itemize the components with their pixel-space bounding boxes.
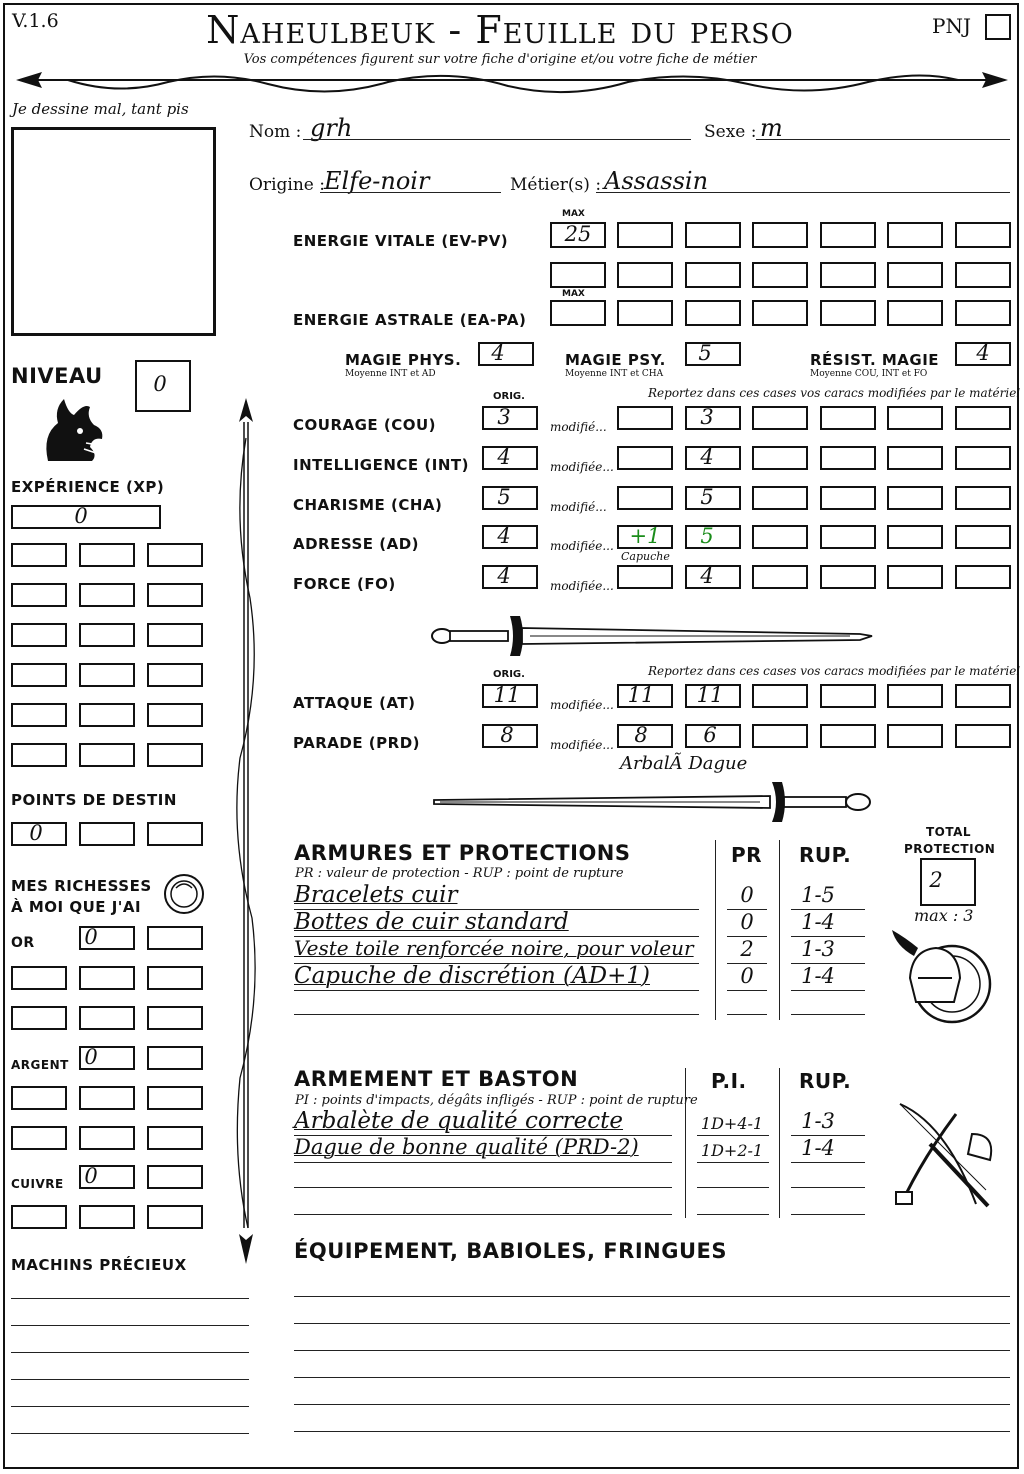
gold-box[interactable] bbox=[147, 926, 203, 950]
combat-mod-value: 6 bbox=[703, 723, 717, 747]
stat-orig-value: 3 bbox=[497, 405, 511, 429]
ea-box[interactable] bbox=[617, 300, 673, 326]
ev-box[interactable] bbox=[617, 222, 673, 248]
armor-col-pr: PR bbox=[731, 843, 763, 867]
crossed-weapons-icon bbox=[886, 1094, 1008, 1218]
stat-mod-box[interactable] bbox=[955, 525, 1011, 549]
stat-mod-box[interactable] bbox=[820, 565, 876, 589]
name-field[interactable]: grh bbox=[310, 114, 353, 142]
magic-phys-label: MAGIE PHYS. bbox=[345, 351, 462, 369]
copper-value: 0 bbox=[84, 1164, 98, 1188]
xp-box[interactable] bbox=[147, 583, 203, 607]
portrait-box[interactable] bbox=[11, 127, 216, 336]
stat-mod-box[interactable] bbox=[887, 525, 943, 549]
gold-box[interactable] bbox=[11, 1006, 67, 1030]
stat-mod-box[interactable] bbox=[955, 486, 1011, 510]
weapon-item-rup[interactable]: 1-4 bbox=[801, 1136, 835, 1160]
version-label: V.1.6 bbox=[12, 10, 59, 32]
ea-box[interactable] bbox=[752, 300, 808, 326]
combat-mod-label: modifiée... bbox=[550, 738, 614, 752]
ev-box[interactable] bbox=[752, 262, 808, 288]
ev-label: ENERGIE VITALE (EV-PV) bbox=[293, 232, 509, 250]
stat-mod-box[interactable] bbox=[887, 486, 943, 510]
sword-icon bbox=[430, 610, 875, 658]
silver-value: 0 bbox=[84, 1045, 98, 1069]
magic-psy-hint: Moyenne INT et CHA bbox=[565, 369, 664, 379]
copper-box[interactable] bbox=[79, 1205, 135, 1229]
combat-mod-box[interactable] bbox=[752, 724, 808, 748]
armor-item-rup[interactable]: 1-4 bbox=[801, 964, 835, 988]
gold-box[interactable] bbox=[11, 966, 67, 990]
weapons-hint: PI : points d'impacts, dégâts infligés - RUP : point de rupture bbox=[295, 1093, 698, 1108]
name-label: Nom : bbox=[249, 122, 302, 142]
gold-label: OR bbox=[11, 935, 35, 951]
stat-label: FORCE (FO) bbox=[293, 575, 396, 593]
ea-label: ENERGIE ASTRALE (EA-PA) bbox=[293, 311, 527, 329]
xp-box[interactable] bbox=[147, 663, 203, 687]
ruled-line bbox=[11, 1379, 249, 1380]
job-field[interactable]: Assassin bbox=[604, 167, 709, 195]
stats-report-hint: Reportez dans ces cases vos caracs modifiées par le matériel bbox=[648, 386, 1021, 400]
armor-hint: PR : valeur de protection - RUP : point de rupture bbox=[295, 866, 624, 881]
combat-orig-label: ORIG. bbox=[493, 669, 525, 680]
stat-label: INTELLIGENCE (INT) bbox=[293, 456, 469, 474]
stat-mod-value: 4 bbox=[700, 445, 714, 469]
ruled-line bbox=[294, 990, 699, 991]
silver-label: ARGENT bbox=[11, 1058, 69, 1072]
silver-box[interactable] bbox=[147, 1046, 203, 1070]
combat-mod-label: modifiée... bbox=[550, 698, 614, 712]
xp-box[interactable] bbox=[11, 663, 67, 687]
armor-item-pr[interactable]: 0 bbox=[740, 883, 754, 907]
ruled-line bbox=[11, 1406, 249, 1407]
ea-box[interactable] bbox=[887, 300, 943, 326]
xp-box[interactable] bbox=[79, 543, 135, 567]
gold-box[interactable] bbox=[147, 1006, 203, 1030]
destiny-label: POINTS DE DESTIN bbox=[11, 791, 177, 809]
origin-label: Origine : bbox=[249, 175, 325, 195]
armor-item-name[interactable]: Bottes de cuir standard bbox=[294, 909, 569, 935]
stats-orig-label: ORIG. bbox=[493, 391, 525, 402]
xp-box[interactable] bbox=[11, 623, 67, 647]
gold-box[interactable] bbox=[79, 966, 135, 990]
armor-item-name[interactable]: Bracelets cuir bbox=[294, 882, 458, 908]
magic-phys-hint: Moyenne INT et AD bbox=[345, 369, 436, 379]
armor-item-pr[interactable]: 0 bbox=[740, 910, 754, 934]
stat-mod-label: modifiée... bbox=[550, 579, 614, 593]
ev-box[interactable] bbox=[752, 222, 808, 248]
stat-label: CHARISME (CHA) bbox=[293, 496, 443, 514]
stat-mod-box[interactable] bbox=[617, 565, 673, 589]
stat-mod-box[interactable] bbox=[887, 406, 943, 430]
spear-divider-icon bbox=[8, 64, 1016, 104]
stat-mod-box[interactable] bbox=[752, 486, 808, 510]
stat-orig-value: 4 bbox=[497, 524, 511, 548]
stat-orig-value: 4 bbox=[497, 445, 511, 469]
portrait-caption: Je dessine mal, tant pis bbox=[12, 100, 189, 118]
ev-box[interactable] bbox=[955, 262, 1011, 288]
stat-mod-box[interactable] bbox=[752, 525, 808, 549]
stat-mod-box[interactable] bbox=[887, 565, 943, 589]
xp-box[interactable] bbox=[11, 743, 67, 767]
silver-box[interactable] bbox=[11, 1126, 67, 1150]
equipment-title: ÉQUIPEMENT, BABIOLES, FRINGUES bbox=[294, 1239, 727, 1263]
ruled-line bbox=[294, 1404, 1010, 1405]
ruled-line bbox=[294, 1431, 1010, 1432]
sheet-title: Naheulbeuk - Feuille du perso bbox=[206, 8, 794, 52]
ruled-line bbox=[727, 990, 767, 991]
ruled-line bbox=[697, 1135, 769, 1136]
stat-mod-label: modifiée... bbox=[550, 460, 614, 474]
sheet-subtitle: Vos compétences figurent sur votre fiche d'origine et/ou votre fiche de métier bbox=[243, 52, 757, 67]
stat-mod-box[interactable] bbox=[752, 565, 808, 589]
armor-col-rup: RUP. bbox=[799, 843, 852, 867]
sex-label: Sexe : bbox=[704, 122, 757, 142]
magic-resist-label: RÉSIST. MAGIE bbox=[810, 351, 940, 369]
stat-mod-box[interactable] bbox=[617, 486, 673, 510]
combat-label: PARADE (PRD) bbox=[293, 734, 421, 752]
combat-label: ATTAQUE (AT) bbox=[293, 694, 416, 712]
combat-mod-box[interactable] bbox=[887, 724, 943, 748]
ea-box[interactable] bbox=[820, 300, 876, 326]
stat-mod-value: 3 bbox=[700, 405, 714, 429]
stat-mod-value: +1 bbox=[629, 524, 661, 548]
combat-mod-box[interactable] bbox=[955, 684, 1011, 708]
npc-checkbox[interactable] bbox=[985, 14, 1011, 40]
total-protection-value: 2 bbox=[929, 868, 943, 892]
combat-mod-value: 11 bbox=[696, 683, 724, 707]
combat-mod-box[interactable] bbox=[955, 724, 1011, 748]
total-protection-label-2: PROTECTION bbox=[904, 842, 996, 856]
xp-label: EXPÉRIENCE (XP) bbox=[11, 478, 165, 496]
xp-box[interactable] bbox=[11, 703, 67, 727]
origin-field[interactable]: Elfe-noir bbox=[324, 167, 430, 195]
xp-box[interactable] bbox=[79, 743, 135, 767]
combat-mod-box[interactable] bbox=[820, 684, 876, 708]
stat-mod-box[interactable] bbox=[887, 446, 943, 470]
ruled-line bbox=[294, 1296, 1010, 1297]
combat-mod-value: 11 bbox=[627, 683, 655, 707]
xp-box[interactable] bbox=[79, 623, 135, 647]
armor-item-name[interactable]: Capuche de discrétion (AD+1) bbox=[294, 963, 650, 989]
sword-icon bbox=[430, 778, 875, 826]
stat-mod-value: 4 bbox=[700, 564, 714, 588]
stat-label: ADRESSE (AD) bbox=[293, 535, 420, 553]
ruled-line bbox=[11, 1352, 249, 1353]
weapons-col-pi: P.I. bbox=[711, 1069, 747, 1093]
wealth-label-2: À MOI QUE J'AI bbox=[11, 898, 142, 916]
armor-item-rup[interactable]: 1-3 bbox=[801, 937, 835, 961]
armor-title: ARMURES ET PROTECTIONS bbox=[294, 841, 631, 865]
total-protection-max: max : 3 bbox=[914, 906, 974, 925]
xp-box[interactable] bbox=[11, 543, 67, 567]
stat-mod-box[interactable] bbox=[820, 525, 876, 549]
stat-mod-box[interactable] bbox=[955, 565, 1011, 589]
destiny-box[interactable] bbox=[79, 822, 135, 846]
weapon-item-pi[interactable]: 1D+4-1 bbox=[700, 1114, 764, 1133]
magic-resist-hint: Moyenne COU, INT et FO bbox=[810, 369, 928, 379]
stat-mod-box[interactable] bbox=[820, 486, 876, 510]
ev-box[interactable] bbox=[617, 262, 673, 288]
ruled-line bbox=[11, 1325, 249, 1326]
xp-box[interactable] bbox=[79, 583, 135, 607]
stat-mod-box[interactable] bbox=[955, 406, 1011, 430]
precious-label: MACHINS PRÉCIEUX bbox=[11, 1256, 187, 1274]
stat-mod-label: modifié... bbox=[550, 500, 607, 514]
destiny-box[interactable] bbox=[147, 822, 203, 846]
ruled-line bbox=[791, 1162, 865, 1163]
wealth-label: MES RICHESSES bbox=[11, 877, 152, 895]
ruled-line bbox=[791, 990, 865, 991]
stat-mod-box[interactable] bbox=[955, 446, 1011, 470]
weapon-item-name[interactable]: Arbalète de qualité correcte bbox=[294, 1108, 624, 1134]
total-protection-label: TOTAL bbox=[926, 825, 972, 839]
ev-max-label: MAX bbox=[562, 209, 585, 219]
ev-box[interactable] bbox=[685, 222, 741, 248]
silver-box[interactable] bbox=[147, 1126, 203, 1150]
ea-max-label: MAX bbox=[562, 289, 585, 299]
copper-label: CUIVRE bbox=[11, 1177, 64, 1191]
npc-label: PNJ bbox=[932, 14, 971, 38]
dragon-icon bbox=[40, 395, 106, 465]
xp-box[interactable] bbox=[79, 703, 135, 727]
stat-mod-box[interactable] bbox=[820, 446, 876, 470]
stat-mod-label: modifié... bbox=[550, 420, 607, 434]
stat-mod-value: 5 bbox=[700, 524, 714, 548]
combat-orig-value: 8 bbox=[500, 723, 514, 747]
ruled-line bbox=[294, 1323, 1010, 1324]
xp-box[interactable] bbox=[147, 743, 203, 767]
stat-mod-value: 5 bbox=[700, 485, 714, 509]
copper-box[interactable] bbox=[147, 1205, 203, 1229]
magic-psy-value: 5 bbox=[698, 341, 712, 365]
ruled-line bbox=[11, 1433, 249, 1434]
ea-box[interactable] bbox=[955, 300, 1011, 326]
stat-label: COURAGE (COU) bbox=[293, 416, 437, 434]
armor-item-pr[interactable]: 0 bbox=[740, 964, 754, 988]
coin-icon bbox=[162, 872, 206, 916]
armor-item-pr[interactable]: 2 bbox=[740, 937, 754, 961]
ev-box[interactable] bbox=[955, 222, 1011, 248]
silver-box[interactable] bbox=[147, 1086, 203, 1110]
gold-box[interactable] bbox=[147, 966, 203, 990]
level-label: NIVEAU bbox=[11, 364, 103, 388]
ea-box[interactable] bbox=[685, 300, 741, 326]
stat-mod-box[interactable] bbox=[617, 446, 673, 470]
stat-mod-note: Capuche bbox=[621, 550, 670, 563]
combat-mod-value: 8 bbox=[634, 723, 648, 747]
xp-box[interactable] bbox=[79, 663, 135, 687]
combat-weapon-note: ArbalÃ Dague bbox=[620, 753, 748, 774]
weapons-title: ARMEMENT ET BASTON bbox=[294, 1067, 579, 1091]
ruled-line bbox=[294, 1162, 672, 1163]
stat-orig-value: 5 bbox=[497, 485, 511, 509]
ea-max-box[interactable] bbox=[550, 300, 606, 326]
gold-box[interactable] bbox=[79, 1006, 135, 1030]
combat-mod-box[interactable] bbox=[820, 724, 876, 748]
xp-box[interactable] bbox=[147, 543, 203, 567]
silver-box[interactable] bbox=[79, 1126, 135, 1150]
xp-box[interactable] bbox=[11, 583, 67, 607]
copper-box[interactable] bbox=[11, 1205, 67, 1229]
ev-box[interactable] bbox=[820, 222, 876, 248]
magic-phys-value: 4 bbox=[491, 341, 505, 365]
weapon-item-name[interactable]: Dague de bonne qualité (PRD-2) bbox=[294, 1135, 639, 1159]
xp-box[interactable] bbox=[147, 703, 203, 727]
ruled-line bbox=[294, 1377, 1010, 1378]
combat-mod-box[interactable] bbox=[887, 684, 943, 708]
stat-mod-label: modifiée... bbox=[550, 539, 614, 553]
helmet-shield-icon bbox=[888, 928, 998, 1038]
copper-box[interactable] bbox=[147, 1165, 203, 1189]
weapon-item-pi[interactable]: 1D+2-1 bbox=[700, 1141, 764, 1160]
combat-report-hint: Reportez dans ces cases vos caracs modifiées par le matériel bbox=[648, 664, 1021, 678]
ev-box[interactable] bbox=[550, 262, 606, 288]
ev-box[interactable] bbox=[887, 262, 943, 288]
silver-box[interactable] bbox=[11, 1086, 67, 1110]
job-label: Métier(s) : bbox=[510, 175, 602, 195]
ruled-line bbox=[294, 1350, 1010, 1351]
magic-psy-label: MAGIE PSY. bbox=[565, 351, 666, 369]
weapons-col-rup: RUP. bbox=[799, 1069, 852, 1093]
armor-item-name[interactable]: Veste toile renforcée noire, pour voleur bbox=[294, 936, 694, 960]
level-value: 0 bbox=[153, 372, 167, 396]
staff-icon bbox=[228, 398, 264, 1264]
weapon-item-rup[interactable]: 1-3 bbox=[801, 1109, 835, 1133]
gold-value: 0 bbox=[84, 925, 98, 949]
sex-field[interactable]: m bbox=[760, 114, 783, 142]
xp-value: 0 bbox=[74, 504, 88, 528]
magic-resist-value: 4 bbox=[976, 341, 990, 365]
ev-box[interactable] bbox=[887, 222, 943, 248]
xp-box[interactable] bbox=[147, 623, 203, 647]
stat-mod-box[interactable] bbox=[752, 446, 808, 470]
armor-item-rup[interactable]: 1-5 bbox=[801, 883, 835, 907]
stat-mod-box[interactable] bbox=[617, 406, 673, 430]
ev-box[interactable] bbox=[820, 262, 876, 288]
ev-box[interactable] bbox=[685, 262, 741, 288]
stat-orig-value: 4 bbox=[497, 564, 511, 588]
stat-mod-box[interactable] bbox=[752, 406, 808, 430]
silver-box[interactable] bbox=[79, 1086, 135, 1110]
ruled-line bbox=[11, 1298, 249, 1299]
combat-mod-box[interactable] bbox=[752, 684, 808, 708]
ruled-line bbox=[697, 1162, 769, 1163]
combat-orig-value: 11 bbox=[493, 683, 521, 707]
stat-mod-box[interactable] bbox=[820, 406, 876, 430]
armor-item-rup[interactable]: 1-4 bbox=[801, 910, 835, 934]
ev-max-value: 25 bbox=[564, 222, 592, 246]
destiny-value: 0 bbox=[29, 821, 43, 845]
